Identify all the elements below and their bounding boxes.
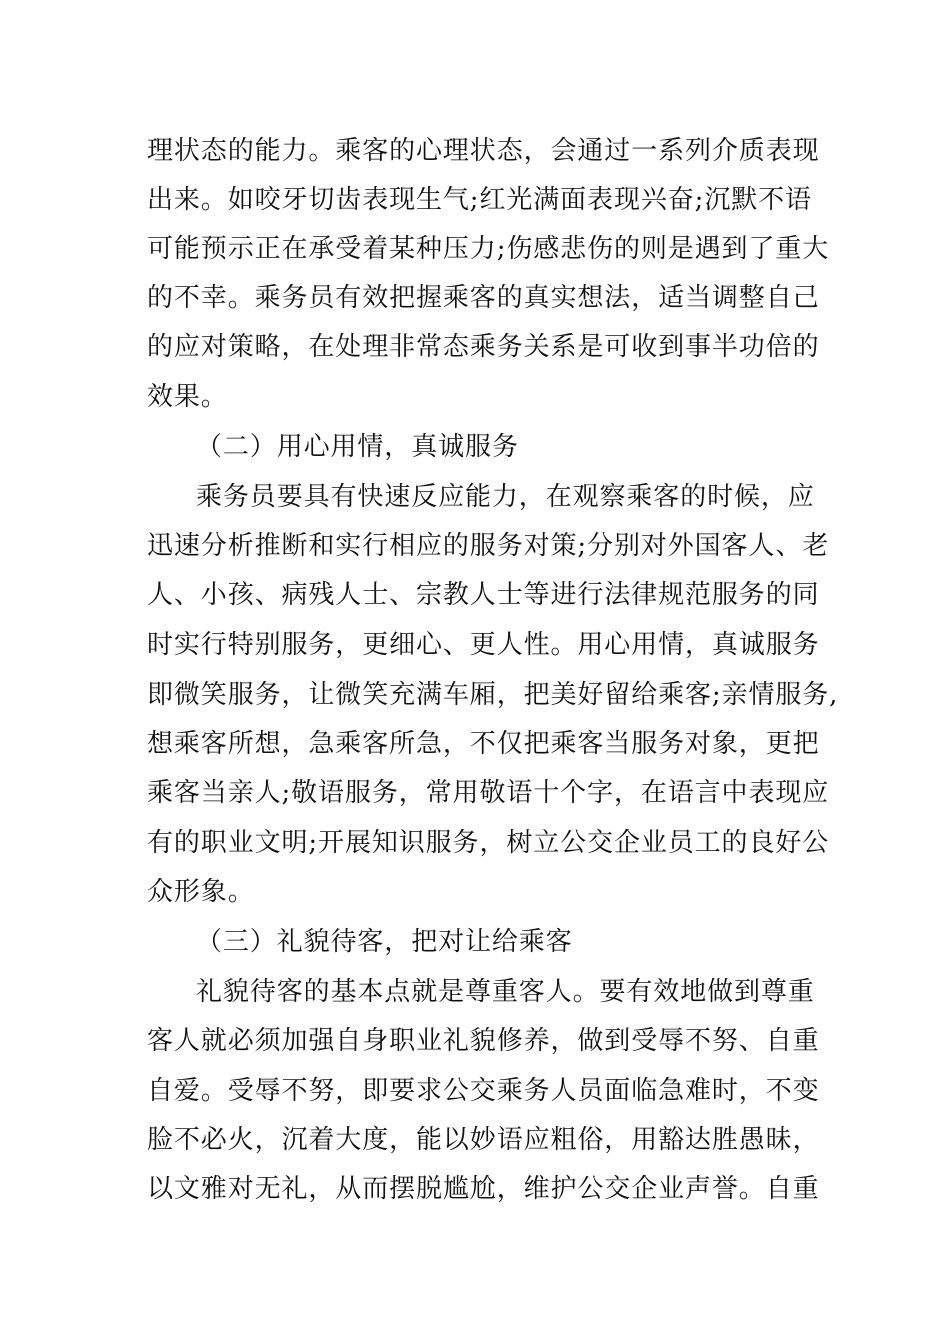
- paragraph-line: 理状态的能力。乘客的心理状态，会通过一系列介质表现: [147, 136, 820, 166]
- section-heading: （三）礼貌待客，把对让给乘客: [196, 927, 573, 957]
- paragraph-line: 人、小孩、病残人士、宗教人士等进行法律规范服务的同: [147, 580, 820, 610]
- paragraph-line: 迅速分析推断和实行相应的服务对策;分别对外国客人、老: [147, 531, 830, 561]
- paragraph-line: 客人就必须加强自身职业礼貌修养，做到受辱不努、自重: [147, 1026, 820, 1056]
- paragraph-line: 效果。: [147, 382, 228, 412]
- paragraph-line: 自爱。受辱不努，即要求公交乘务人员面临急难时，不变: [147, 1076, 820, 1106]
- paragraph-line: 出来。如咬牙切齿表现生气;红光满面表现兴奋;沉默不语: [147, 185, 812, 215]
- paragraph-line: 脸不必火，沉着大度，能以妙语应粗俗，用豁达胜愚昧，: [147, 1125, 820, 1155]
- paragraph-line: 可能预示正在承受着某种压力;伤感悲伤的则是遇到了重大: [147, 234, 830, 264]
- paragraph-line: 以文雅对无礼，从而摆脱尴尬，维护公交企业声誉。自重: [147, 1174, 820, 1204]
- paragraph-line: 乘客当亲人;敬语服务，常用敬语十个字，在语言中表现应: [147, 778, 830, 808]
- paragraph-line: 想乘客所想，急乘客所急，不仅把乘客当服务对象，更把: [147, 729, 820, 759]
- paragraph-line: 众形象。: [147, 877, 255, 907]
- paragraph-line: 即微笑服务，让微笑充满车厢，把美好留给乘客;亲情服务,: [147, 680, 839, 710]
- paragraph-line: 时实行特别服务，更细心、更人性。用心用情，真诚服务: [147, 630, 820, 660]
- paragraph-line: 乘务员要具有快速反应能力，在观察乘客的时候，应: [196, 482, 815, 512]
- paragraph-line: 有的职业文明;开展知识服务，树立公交企业员工的良好公: [147, 828, 830, 858]
- paragraph-line: 的不幸。乘务员有效把握乘客的真实想法，适当调整自己: [147, 283, 820, 313]
- section-heading: （二）用心用情，真诚服务: [196, 432, 519, 462]
- paragraph-line: 礼貌待客的基本点就是尊重客人。要有效地做到尊重: [196, 977, 815, 1007]
- paragraph-line: 的应对策略，在处理非常态乘务关系是可收到事半功倍的: [147, 332, 820, 362]
